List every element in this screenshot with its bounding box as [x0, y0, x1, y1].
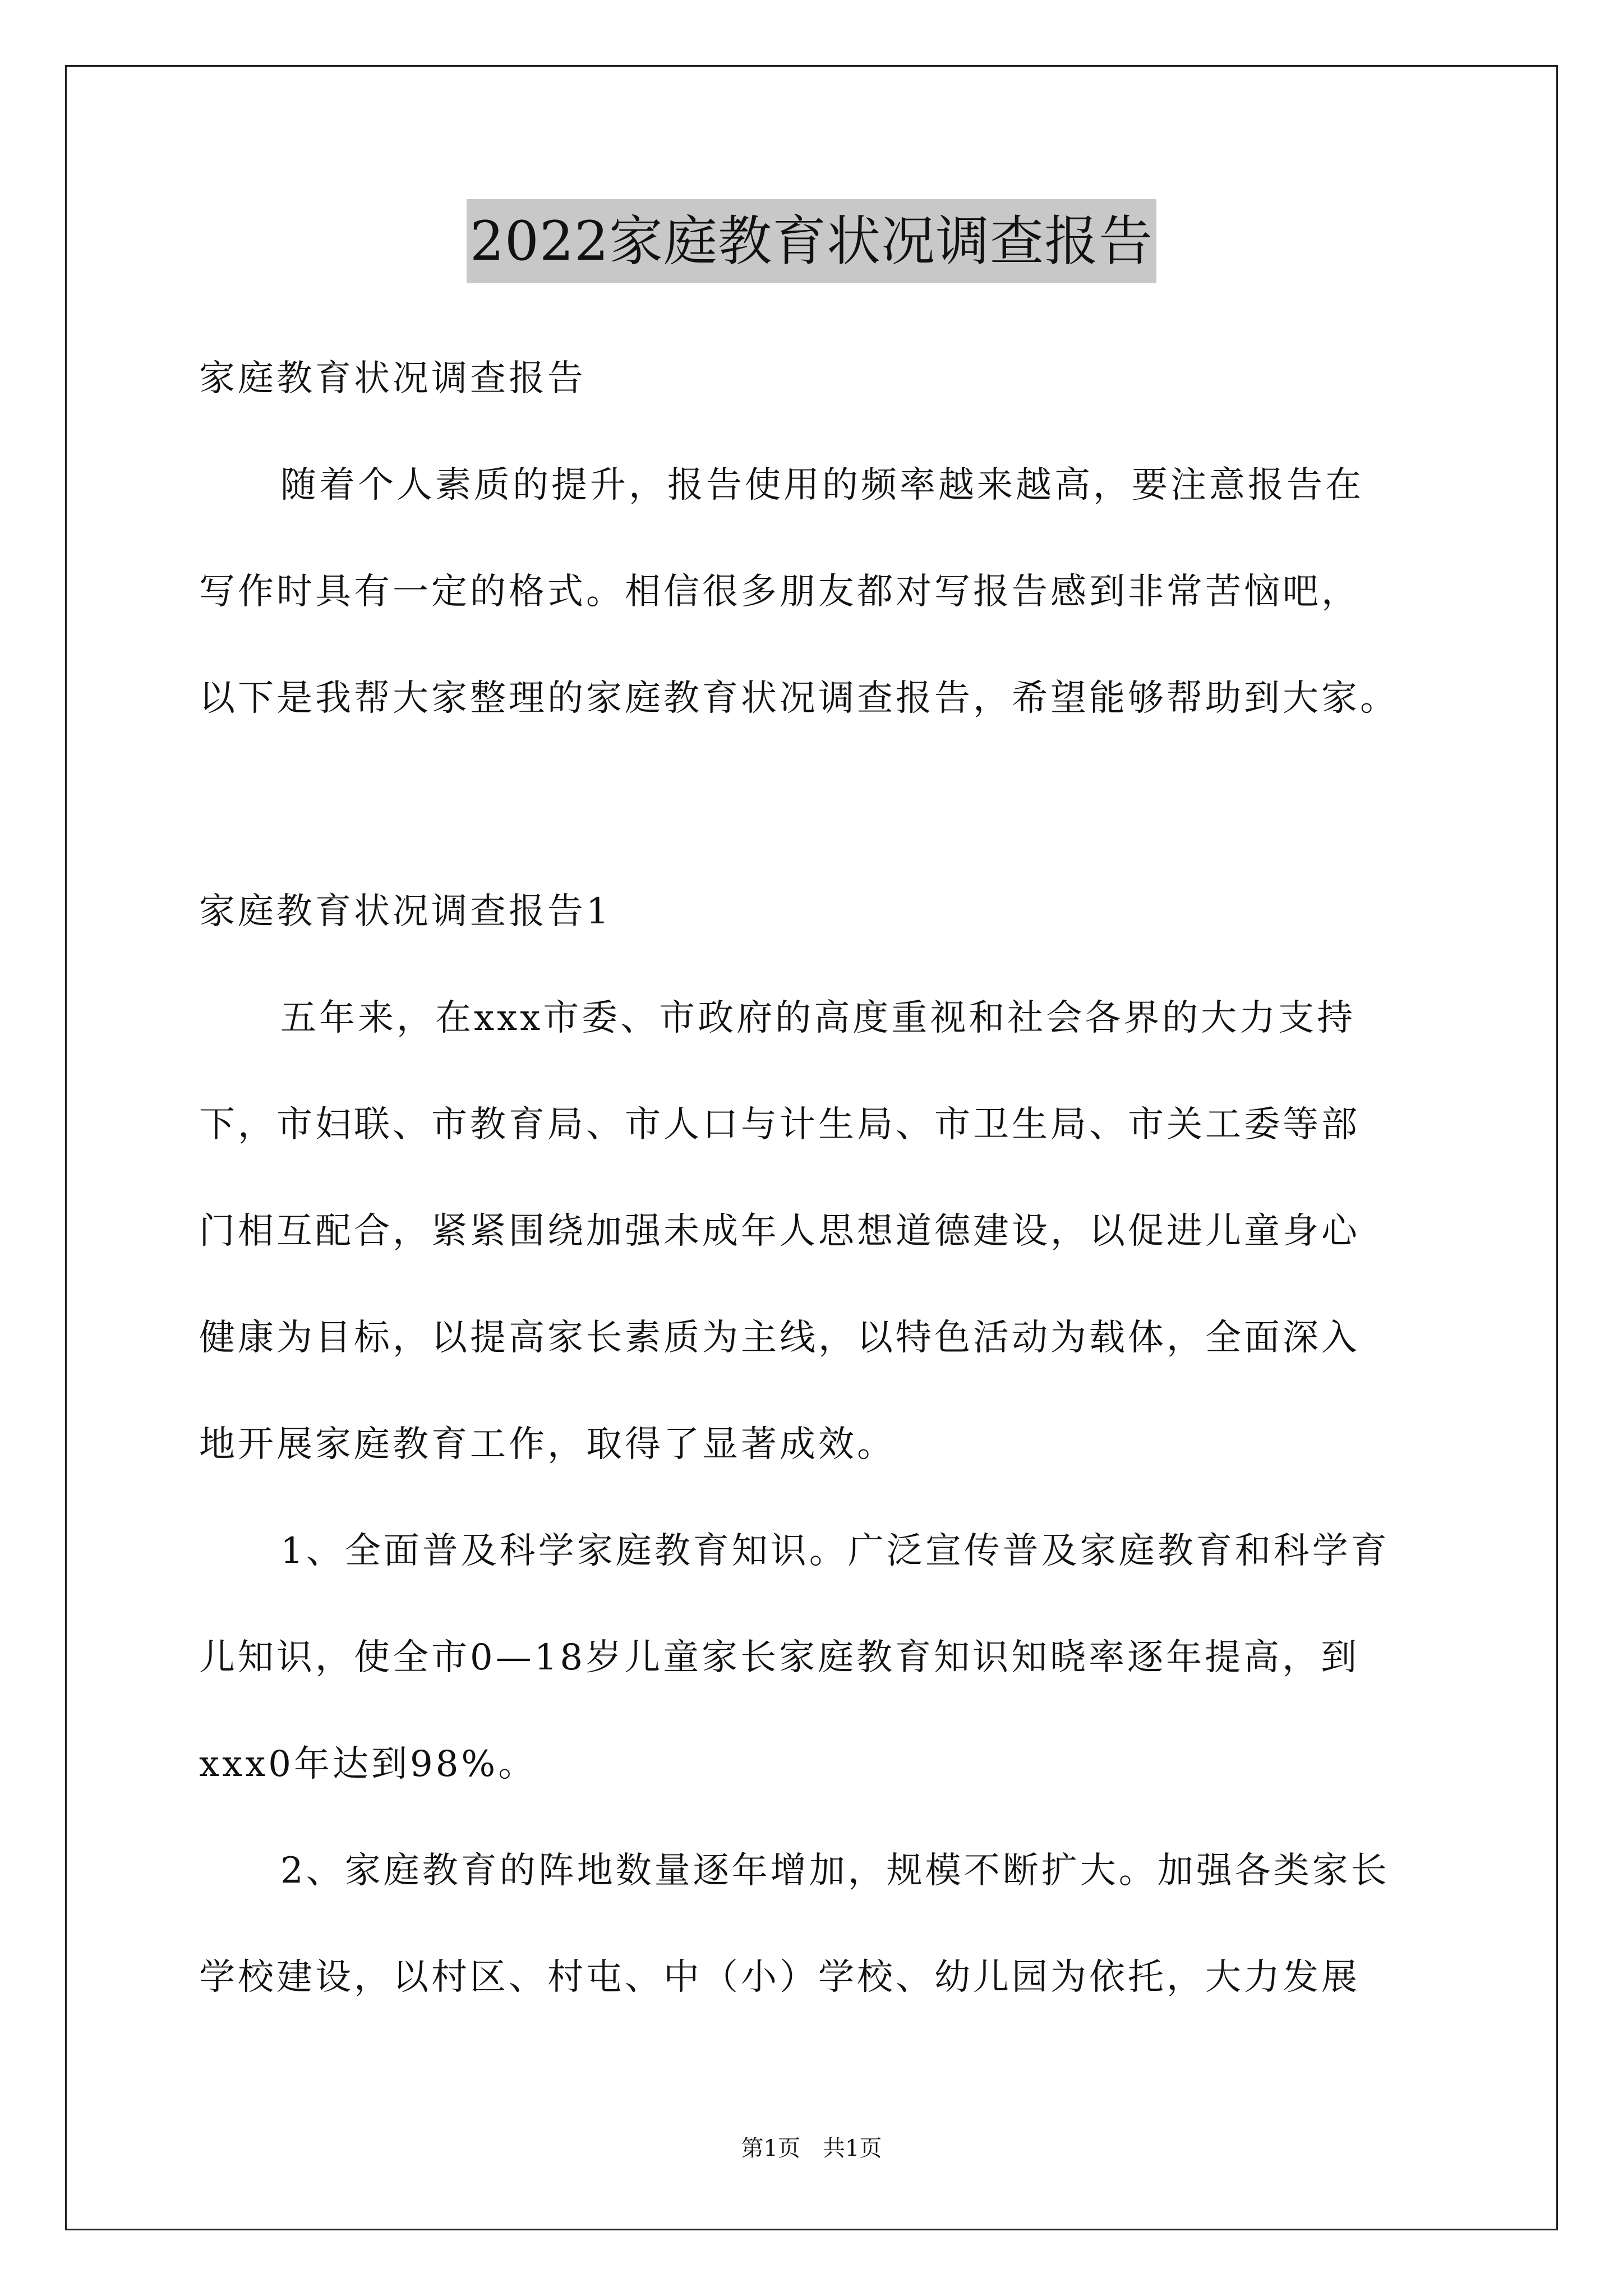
- section-heading: 家庭教育状况调查报告1: [199, 891, 612, 932]
- body-line: 学校建设，以村区、村屯、中（小）学校、幼儿园为依托，大力发展: [199, 1957, 1360, 1998]
- title-container: [0, 199, 1623, 283]
- body-line: xxx0年达到98%。: [199, 1743, 537, 1785]
- document-title: 2022家庭教育状况调查报告: [467, 199, 1156, 283]
- body-line: 儿知识，使全市0—18岁儿童家长家庭教育知识知晓率逐年提高，到: [199, 1637, 1360, 1678]
- body-line: 门相互配合，紧紧围绕加强未成年人思想道德建设，以促进儿童身心: [199, 1211, 1360, 1252]
- body-line: 1、全面普及科学家庭教育知识。广泛宣传普及家庭教育和科学育: [280, 1530, 1390, 1572]
- page-footer: 第1页 共1页: [741, 2136, 882, 2161]
- body-line: 写作时具有一定的格式。相信很多朋友都对写报告感到非常苦恼吧，: [199, 571, 1360, 613]
- body-line: 2、家庭教育的阵地数量逐年增加，规模不断扩大。加强各类家长: [280, 1850, 1390, 1892]
- body-line: 下，市妇联、市教育局、市人口与计生局、市卫生局、市关工委等部: [199, 1104, 1360, 1145]
- body-line: 地开展家庭教育工作，取得了显著成效。: [199, 1424, 896, 1465]
- subtitle-line: 家庭教育状况调查报告: [199, 358, 586, 399]
- body-line: 健康为目标，以提高家长素质为主线，以特色活动为载体，全面深入: [199, 1317, 1360, 1359]
- body-line: 随着个人素质的提升，报告使用的频率越来越高，要注意报告在: [280, 464, 1364, 506]
- body-line: 五年来，在xxx市委、市政府的高度重视和社会各界的大力支持: [280, 997, 1356, 1039]
- body-line: 以下是我帮大家整理的家庭教育状况调查报告，希望能够帮助到大家。: [199, 678, 1399, 719]
